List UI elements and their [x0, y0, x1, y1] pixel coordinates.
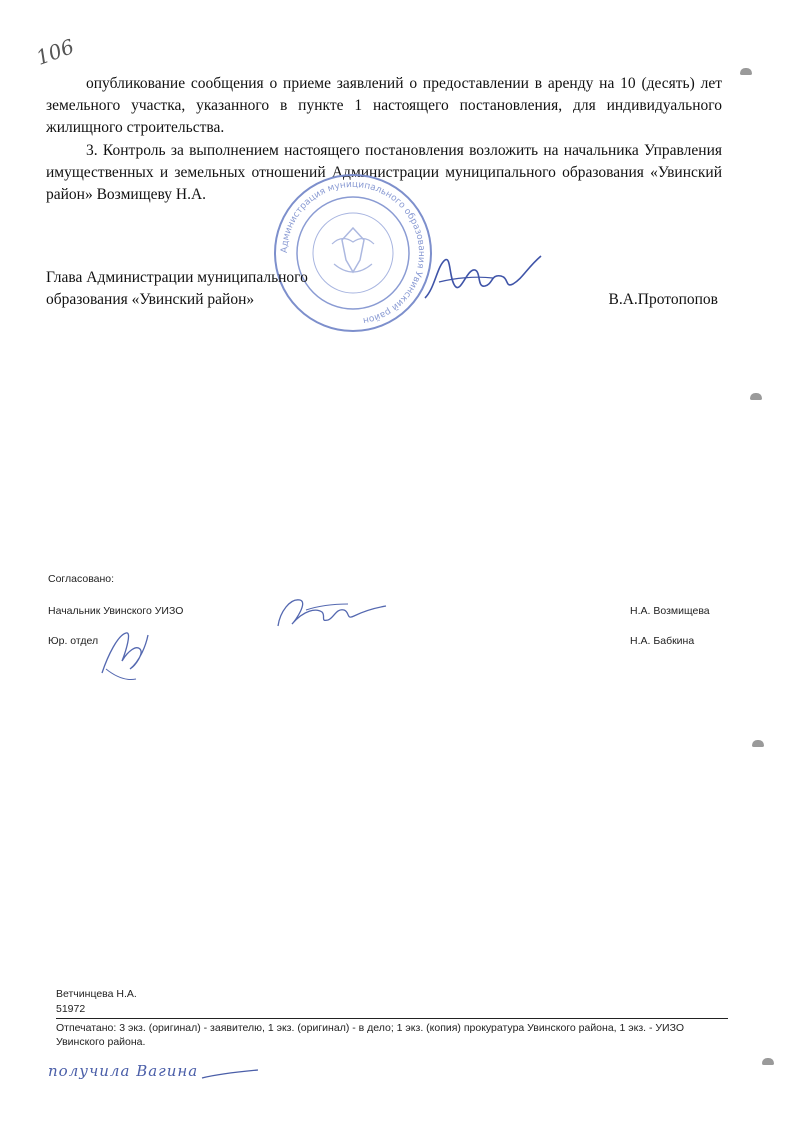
punch-hole-top [740, 68, 752, 75]
approval-role-1: Начальник Увинского УИЗО [48, 605, 184, 617]
approval-name-2: Н.А. Бабкина [630, 635, 695, 647]
punch-hole-mid [750, 393, 762, 400]
executor-phone: 51972 [56, 1003, 86, 1015]
approval-name-1: Н.А. Возмищева [630, 605, 710, 617]
handwritten-underline [200, 1068, 260, 1082]
seal-ring-text: Администрация муниципального образования Увинский район [279, 179, 427, 326]
official-seal [272, 172, 434, 334]
footer-divider [56, 1018, 728, 1019]
distribution-note: Отпечатано: 3 экз. (оригинал) - заявителю, 1 экз. (оригинал) - в дело; 1 экз. (копия) прокуратура Увинского района, 1 экз. - УИЗО Увинского района. [56, 1022, 684, 1048]
approval-role-2: Юр. отдел [48, 635, 99, 647]
approval-heading: Согласовано: [48, 573, 115, 585]
executor-name: Ветчинцева Н.А. [56, 988, 137, 1000]
handwritten-receipt-note: получила Вагина [48, 1062, 199, 1080]
body-paragraph-1: опубликование сообщения о приеме заявлений о предоставлении в аренду на 10 (десять) лет земельного участка, указанного в пункте 1 настоящего постановления, для индивидуального жилищного строительства. [46, 75, 722, 136]
body-paragraph-2: 3. Контроль за выполнением настоящего постановления возложить на начальника Управления имущественных и земельных отношений Администрации муниципального образования «Увинский район» Возмищеву Н.А. [46, 142, 722, 203]
seal-emblem [332, 228, 374, 272]
svg-text:Администрация муниципального о [280, 180, 426, 325]
punch-hole-bottom [762, 1058, 774, 1065]
signer-name: В.А.Протопопов [608, 291, 718, 308]
approval-signature-1 [270, 590, 390, 634]
signer-position-line2: образования «Увинский район» [46, 291, 255, 308]
punch-hole-lower [752, 740, 764, 747]
head-signature [415, 248, 555, 306]
approval-signature-2 [96, 625, 154, 687]
page-number-mark: 106 [33, 34, 78, 70]
signer-position-line1: Глава Администрации муниципального [46, 269, 308, 286]
